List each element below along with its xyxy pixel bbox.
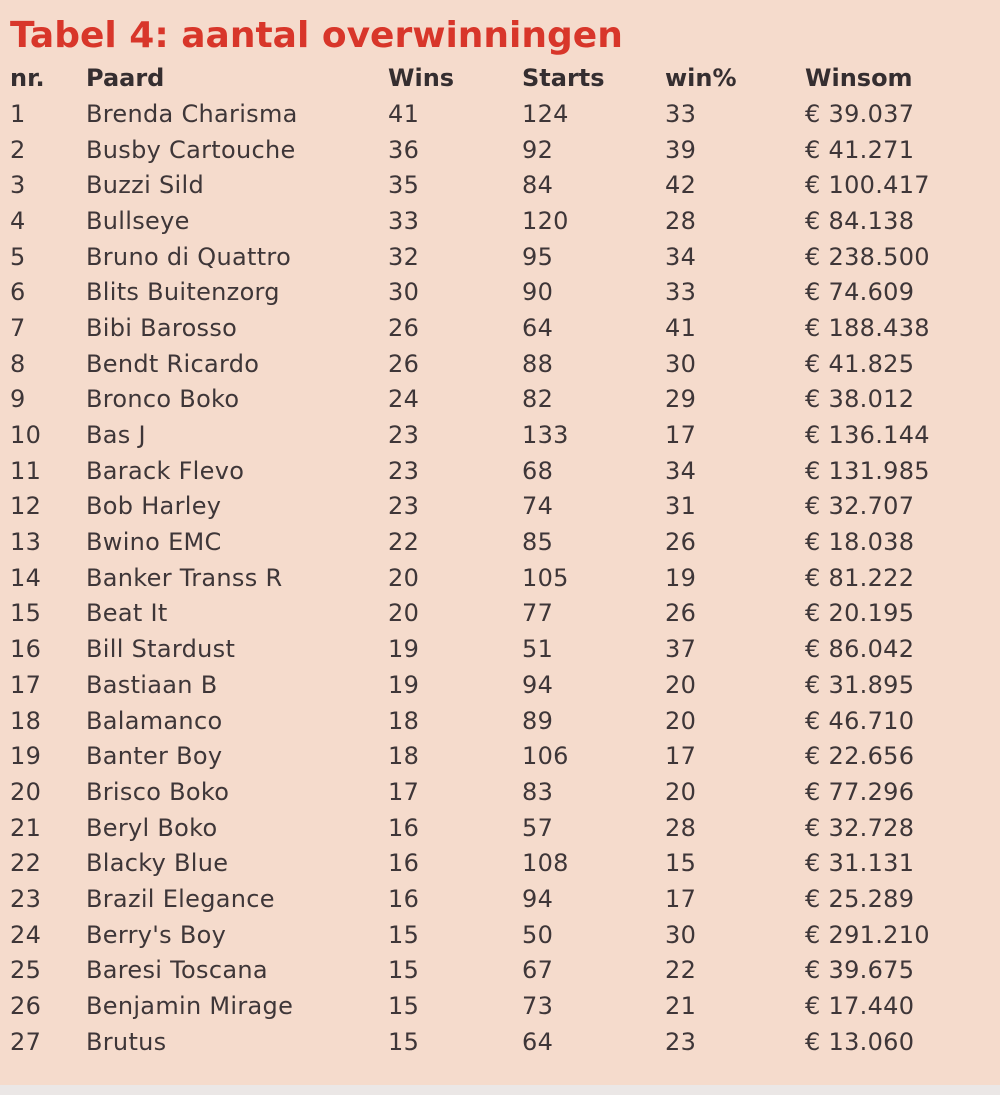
cell-nr: 1 bbox=[10, 99, 26, 128]
cell-winsom: € 13.060 bbox=[805, 1027, 915, 1056]
cell-win-percent: 28 bbox=[665, 206, 697, 235]
cell-starts: 124 bbox=[522, 99, 569, 128]
cell-nr: 7 bbox=[10, 313, 26, 342]
cell-nr: 5 bbox=[10, 242, 26, 271]
cell-winsom: € 188.438 bbox=[805, 313, 930, 342]
cell-wins: 22 bbox=[388, 528, 420, 557]
cell-winsom: € 86.042 bbox=[805, 635, 915, 664]
cell-winsom: € 77.296 bbox=[805, 777, 915, 806]
table-row bbox=[10, 560, 970, 596]
cell-win-percent: 30 bbox=[665, 920, 697, 949]
cell-wins: 23 bbox=[388, 421, 420, 450]
wins-table bbox=[10, 60, 970, 1060]
cell-wins: 17 bbox=[388, 777, 420, 806]
cell-starts: 106 bbox=[522, 742, 569, 771]
cell-paard: Bwino EMC bbox=[86, 528, 222, 557]
cell-winsom: € 25.289 bbox=[805, 884, 915, 913]
cell-wins: 24 bbox=[388, 385, 420, 414]
cell-paard: Beryl Boko bbox=[86, 813, 218, 842]
table-row bbox=[10, 774, 970, 810]
cell-starts: 74 bbox=[522, 492, 554, 521]
cell-wins: 32 bbox=[388, 242, 420, 271]
cell-win-percent: 26 bbox=[665, 599, 697, 628]
table-row bbox=[10, 417, 970, 453]
cell-starts: 67 bbox=[522, 956, 554, 985]
table-header bbox=[10, 60, 970, 96]
header-wins: Wins bbox=[388, 64, 455, 92]
cell-paard: Banker Transs R bbox=[86, 563, 283, 592]
cell-paard: Brazil Elegance bbox=[86, 884, 275, 913]
cell-winsom: € 18.038 bbox=[805, 528, 915, 557]
cell-nr: 6 bbox=[10, 278, 26, 307]
cell-wins: 15 bbox=[388, 956, 420, 985]
cell-win-percent: 17 bbox=[665, 421, 697, 450]
table-row bbox=[10, 524, 970, 560]
cell-nr: 21 bbox=[10, 813, 42, 842]
cell-starts: 120 bbox=[522, 206, 569, 235]
cell-winsom: € 32.728 bbox=[805, 813, 915, 842]
cell-win-percent: 29 bbox=[665, 385, 697, 414]
cell-winsom: € 238.500 bbox=[805, 242, 930, 271]
cell-paard: Beat It bbox=[86, 599, 168, 628]
cell-winsom: € 31.131 bbox=[805, 849, 915, 878]
cell-win-percent: 34 bbox=[665, 456, 697, 485]
table-row bbox=[10, 132, 970, 168]
table-row bbox=[10, 667, 970, 703]
cell-winsom: € 41.271 bbox=[805, 135, 915, 164]
cell-paard: Barack Flevo bbox=[86, 456, 245, 485]
cell-win-percent: 34 bbox=[665, 242, 697, 271]
cell-starts: 84 bbox=[522, 171, 554, 200]
cell-wins: 30 bbox=[388, 278, 420, 307]
cell-paard: Bullseye bbox=[86, 206, 190, 235]
cell-winsom: € 17.440 bbox=[805, 992, 915, 1021]
cell-nr: 20 bbox=[10, 777, 42, 806]
table-row bbox=[10, 845, 970, 881]
cell-starts: 68 bbox=[522, 456, 554, 485]
cell-winsom: € 31.895 bbox=[805, 670, 915, 699]
table-row bbox=[10, 631, 970, 667]
cell-paard: Banter Boy bbox=[86, 742, 223, 771]
cell-winsom: € 136.144 bbox=[805, 421, 930, 450]
cell-nr: 2 bbox=[10, 135, 26, 164]
cell-starts: 95 bbox=[522, 242, 554, 271]
cell-nr: 16 bbox=[10, 635, 42, 664]
table-row bbox=[10, 881, 970, 917]
cell-winsom: € 46.710 bbox=[805, 706, 915, 735]
cell-nr: 9 bbox=[10, 385, 26, 414]
cell-starts: 57 bbox=[522, 813, 554, 842]
cell-starts: 51 bbox=[522, 635, 554, 664]
cell-win-percent: 30 bbox=[665, 349, 697, 378]
cell-wins: 36 bbox=[388, 135, 420, 164]
table-row bbox=[10, 988, 970, 1024]
cell-nr: 18 bbox=[10, 706, 42, 735]
cell-winsom: € 81.222 bbox=[805, 563, 915, 592]
cell-paard: Bendt Ricardo bbox=[86, 349, 260, 378]
cell-paard: Blacky Blue bbox=[86, 849, 229, 878]
table-row bbox=[10, 203, 970, 239]
cell-wins: 15 bbox=[388, 1027, 420, 1056]
cell-nr: 4 bbox=[10, 206, 26, 235]
table-row bbox=[10, 1024, 970, 1060]
cell-starts: 105 bbox=[522, 563, 569, 592]
table-row bbox=[10, 953, 970, 989]
cell-starts: 77 bbox=[522, 599, 554, 628]
cell-wins: 18 bbox=[388, 706, 420, 735]
table-row bbox=[10, 738, 970, 774]
cell-starts: 94 bbox=[522, 884, 554, 913]
cell-paard: Bronco Boko bbox=[86, 385, 240, 414]
cell-wins: 35 bbox=[388, 171, 420, 200]
cell-paard: Benjamin Mirage bbox=[86, 992, 294, 1021]
table-row bbox=[10, 453, 970, 489]
table-row bbox=[10, 596, 970, 632]
cell-paard: Baresi Toscana bbox=[86, 956, 268, 985]
cell-starts: 89 bbox=[522, 706, 554, 735]
header-paard: Paard bbox=[86, 64, 165, 92]
cell-win-percent: 33 bbox=[665, 278, 697, 307]
cell-starts: 64 bbox=[522, 1027, 554, 1056]
cell-win-percent: 20 bbox=[665, 706, 697, 735]
cell-nr: 8 bbox=[10, 349, 26, 378]
cell-winsom: € 291.210 bbox=[805, 920, 930, 949]
cell-winsom: € 41.825 bbox=[805, 349, 915, 378]
cell-paard: Bruno di Quattro bbox=[86, 242, 292, 271]
cell-winsom: € 39.675 bbox=[805, 956, 915, 985]
cell-starts: 50 bbox=[522, 920, 554, 949]
cell-paard: Busby Cartouche bbox=[86, 135, 296, 164]
cell-nr: 26 bbox=[10, 992, 42, 1021]
cell-wins: 19 bbox=[388, 670, 420, 699]
cell-wins: 19 bbox=[388, 635, 420, 664]
header-row bbox=[10, 60, 970, 96]
cell-nr: 3 bbox=[10, 171, 26, 200]
cell-winsom: € 32.707 bbox=[805, 492, 915, 521]
table-row bbox=[10, 310, 970, 346]
cell-paard: Bas J bbox=[86, 421, 146, 450]
cell-win-percent: 37 bbox=[665, 635, 697, 664]
header-nr: nr. bbox=[10, 64, 45, 92]
cell-starts: 133 bbox=[522, 421, 569, 450]
cell-paard: Bibi Barosso bbox=[86, 313, 238, 342]
cell-win-percent: 15 bbox=[665, 849, 697, 878]
cell-win-percent: 41 bbox=[665, 313, 697, 342]
cell-win-percent: 23 bbox=[665, 1027, 697, 1056]
cell-winsom: € 84.138 bbox=[805, 206, 915, 235]
cell-nr: 14 bbox=[10, 563, 42, 592]
cell-win-percent: 20 bbox=[665, 670, 697, 699]
table-row bbox=[10, 274, 970, 310]
cell-wins: 26 bbox=[388, 313, 420, 342]
table-row bbox=[10, 917, 970, 953]
cell-win-percent: 42 bbox=[665, 171, 697, 200]
cell-starts: 92 bbox=[522, 135, 554, 164]
cell-nr: 10 bbox=[10, 421, 42, 450]
table-row bbox=[10, 489, 970, 525]
cell-win-percent: 26 bbox=[665, 528, 697, 557]
cell-wins: 15 bbox=[388, 920, 420, 949]
cell-nr: 27 bbox=[10, 1027, 42, 1056]
cell-starts: 64 bbox=[522, 313, 554, 342]
cell-paard: Brutus bbox=[86, 1027, 167, 1056]
table-row bbox=[10, 810, 970, 846]
cell-wins: 23 bbox=[388, 456, 420, 485]
cell-nr: 23 bbox=[10, 884, 42, 913]
cell-starts: 108 bbox=[522, 849, 569, 878]
cell-wins: 33 bbox=[388, 206, 420, 235]
cell-wins: 18 bbox=[388, 742, 420, 771]
cell-starts: 88 bbox=[522, 349, 554, 378]
cell-nr: 25 bbox=[10, 956, 42, 985]
cell-wins: 16 bbox=[388, 813, 420, 842]
cell-wins: 20 bbox=[388, 599, 420, 628]
cell-winsom: € 38.012 bbox=[805, 385, 915, 414]
cell-nr: 12 bbox=[10, 492, 42, 521]
cell-paard: Berry's Boy bbox=[86, 920, 227, 949]
cell-winsom: € 22.656 bbox=[805, 742, 915, 771]
header-win-percent: win% bbox=[665, 64, 737, 92]
cell-win-percent: 17 bbox=[665, 884, 697, 913]
cell-paard: Balamanco bbox=[86, 706, 223, 735]
cell-wins: 16 bbox=[388, 849, 420, 878]
cell-nr: 11 bbox=[10, 456, 42, 485]
cell-win-percent: 17 bbox=[665, 742, 697, 771]
cell-nr: 17 bbox=[10, 670, 42, 699]
cell-win-percent: 28 bbox=[665, 813, 697, 842]
cell-win-percent: 31 bbox=[665, 492, 697, 521]
cell-nr: 13 bbox=[10, 528, 42, 557]
cell-win-percent: 21 bbox=[665, 992, 697, 1021]
table-row bbox=[10, 239, 970, 275]
cell-paard: Bill Stardust bbox=[86, 635, 236, 664]
cell-win-percent: 19 bbox=[665, 563, 697, 592]
cell-win-percent: 22 bbox=[665, 956, 697, 985]
cell-wins: 26 bbox=[388, 349, 420, 378]
cell-winsom: € 74.609 bbox=[805, 278, 915, 307]
table-row bbox=[10, 346, 970, 382]
header-winsom: Winsom bbox=[805, 64, 913, 92]
table-title: Tabel 4: aantal overwinningen bbox=[10, 15, 623, 56]
cell-paard: Blits Buitenzorg bbox=[86, 278, 280, 307]
cell-paard: Buzzi Sild bbox=[86, 171, 204, 200]
header-starts: Starts bbox=[522, 64, 605, 92]
cell-starts: 83 bbox=[522, 777, 554, 806]
cell-paard: Brenda Charisma bbox=[86, 99, 298, 128]
cell-win-percent: 39 bbox=[665, 135, 697, 164]
cell-nr: 22 bbox=[10, 849, 42, 878]
cell-win-percent: 33 bbox=[665, 99, 697, 128]
cell-paard: Bob Harley bbox=[86, 492, 222, 521]
cell-nr: 19 bbox=[10, 742, 42, 771]
cell-starts: 94 bbox=[522, 670, 554, 699]
cell-starts: 73 bbox=[522, 992, 554, 1021]
cell-win-percent: 20 bbox=[665, 777, 697, 806]
cell-starts: 82 bbox=[522, 385, 554, 414]
cell-wins: 41 bbox=[388, 99, 420, 128]
bottom-edge bbox=[0, 1085, 1000, 1095]
cell-nr: 24 bbox=[10, 920, 42, 949]
table-body bbox=[10, 96, 970, 1060]
cell-paard: Brisco Boko bbox=[86, 777, 230, 806]
cell-winsom: € 131.985 bbox=[805, 456, 930, 485]
cell-nr: 15 bbox=[10, 599, 42, 628]
cell-wins: 23 bbox=[388, 492, 420, 521]
cell-winsom: € 20.195 bbox=[805, 599, 915, 628]
cell-wins: 20 bbox=[388, 563, 420, 592]
table-row bbox=[10, 382, 970, 418]
cell-wins: 15 bbox=[388, 992, 420, 1021]
cell-starts: 90 bbox=[522, 278, 554, 307]
cell-paard: Bastiaan B bbox=[86, 670, 218, 699]
cell-winsom: € 39.037 bbox=[805, 99, 915, 128]
cell-starts: 85 bbox=[522, 528, 554, 557]
table-row bbox=[10, 703, 970, 739]
table-row bbox=[10, 167, 970, 203]
cell-winsom: € 100.417 bbox=[805, 171, 930, 200]
cell-wins: 16 bbox=[388, 884, 420, 913]
table-row bbox=[10, 96, 970, 132]
